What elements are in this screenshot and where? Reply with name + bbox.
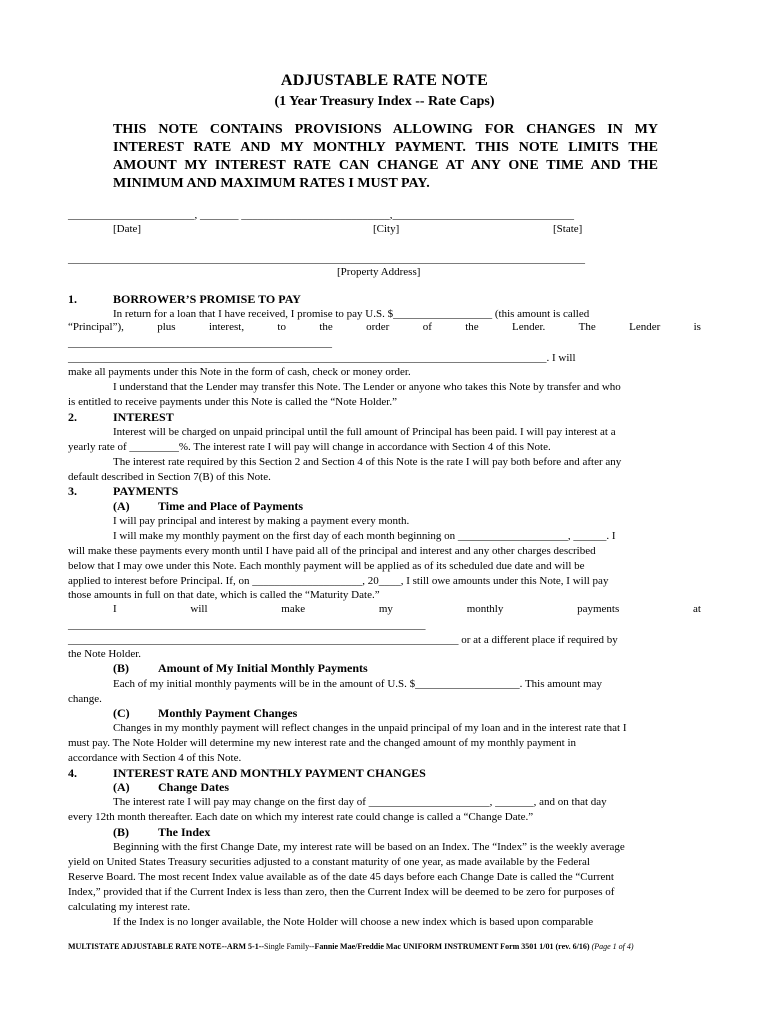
- section-3-text: the Note Holder.: [68, 648, 142, 660]
- word: of: [422, 321, 432, 333]
- word: make: [281, 603, 306, 615]
- notice-text: THIS NOTE CONTAINS PROVISIONS ALLOWING FOR CHANGES IN MY INTEREST RATE AND MY MONTHLY PAYMENT. THIS NOTE LIMITS THE AMOUNT MY INTEREST RATE CAN CHANGE AT ANY ONE TIME AND THE MINIMUM AND MAXIMUM RATES I MUST PAY.: [113, 122, 658, 191]
- property-address-label: [Property Address]: [337, 266, 421, 278]
- subsection-3a-label: (A): [113, 499, 130, 513]
- section-2-text: default described in Section 7(B) of this Note.: [68, 471, 271, 483]
- section-3-number: 3.: [68, 484, 77, 498]
- section-2-number: 2.: [68, 410, 77, 424]
- word: my: [378, 603, 393, 615]
- section-4b-text: calculating my interest rate.: [68, 901, 191, 913]
- section-3-text: below that I may owe under this Note. Each monthly payment will be applied as of its scheduled due date and will be: [68, 560, 585, 572]
- section-1-text: is entitled to receive payments under this Note is called the “Note Holder.”: [68, 396, 397, 408]
- subsection-4b-heading: The Index: [158, 825, 211, 839]
- subsection-3b-heading: Amount of My Initial Monthly Payments: [158, 661, 368, 675]
- word: Lender: [629, 321, 661, 333]
- footer-form-title: MULTISTATE ADJUSTABLE RATE NOTE--ARM 5-1--: [68, 942, 265, 951]
- payment-place-blank-2: _______________________________________________________________________ or at a different place if required by: [68, 634, 618, 646]
- subsection-4a-heading: Change Dates: [158, 780, 229, 794]
- subsection-3b-label: (B): [113, 661, 129, 675]
- section-2-text: Interest will be charged on unpaid principal until the full amount of Principal has been paid. I will pay interest at a: [113, 426, 616, 438]
- section-1-text: In return for a loan that I have received, I promise to pay U.S. $__________________ (this amount is called: [113, 308, 590, 320]
- subsection-4b-label: (B): [113, 825, 129, 839]
- word: to: [277, 321, 286, 333]
- footer-form-number: Fannie Mae/Freddie Mac UNIFORM INSTRUMENT Form 3501 1/01 (rev. 6/16): [314, 942, 592, 951]
- section-1-text: make all payments under this Note in the form of cash, check or money order.: [68, 366, 411, 378]
- section-4b-text: Reserve Board. The most recent Index value available as of the date 45 days before each Change Date is called the “Current: [68, 871, 614, 883]
- subsection-3a-heading: Time and Place of Payments: [158, 499, 304, 513]
- subsection-3c-heading: Monthly Payment Changes: [158, 706, 298, 720]
- date-label: [Date]: [113, 223, 142, 235]
- section-3-text: I will make my monthly payment on the first day of each month beginning on ____________________, ______. I: [113, 530, 616, 542]
- word: monthly: [466, 603, 504, 615]
- word: payments: [577, 603, 620, 615]
- section-1-text: I understand that the Lender may transfer this Note. The Lender or anyone who takes this Note by transfer and who: [113, 381, 621, 393]
- lender-blank-2: _______________________________________________________________________________________. I will: [68, 352, 576, 364]
- word: at: [693, 603, 701, 615]
- word: “Principal”),: [68, 321, 124, 333]
- section-3c-text: accordance with Section 4 of this Note.: [68, 752, 242, 764]
- document-subtitle: (1 Year Treasury Index -- Rate Caps): [274, 94, 495, 109]
- word: I: [113, 603, 117, 615]
- section-3c-text: must pay. The Note Holder will determine my new interest rate and the changed amount of my monthly payment in: [68, 737, 577, 749]
- section-4b-text: If the Index is no longer available, the Note Holder will choose a new index which is based upon comparable: [113, 916, 594, 928]
- section-2-text: yearly rate of _________%. The interest rate I will pay will change in accordance with Section 4 of this Note.: [68, 441, 551, 453]
- date-city-state-blank: _______________________, _______ ___________________________,_________________________________: [68, 209, 574, 221]
- word: The: [578, 321, 596, 333]
- page-footer: [68, 942, 634, 951]
- word: plus: [157, 321, 176, 333]
- subsection-4a-label: (A): [113, 780, 130, 794]
- document-title: ADJUSTABLE RATE NOTE: [280, 72, 489, 89]
- section-3-text: will make these payments every month until I have paid all of the principal and interest and any other charges described: [68, 545, 596, 557]
- footer-page-number: (Page 1 of 4): [591, 942, 634, 951]
- section-2-heading: INTEREST: [113, 410, 174, 424]
- section-2-text: The interest rate required by this Section 2 and Section 4 of this Note is the rate I will pay both before and after any: [113, 456, 622, 468]
- lender-blank-1: ________________________________________________: [68, 337, 332, 349]
- section-4a-text: The interest rate I will pay may change on the first day of ______________________, _______, and on that day: [113, 796, 607, 808]
- payment-place-blank-1: _________________________________________________________________: [68, 619, 426, 631]
- section-1-justified-line: [68, 321, 701, 333]
- section-3-heading: PAYMENTS: [113, 484, 179, 498]
- section-3-text: applied to interest before Principal. If, on ____________________, 20____, I still owe amounts under this Note, I will pay: [68, 575, 609, 587]
- state-label: [State]: [553, 223, 583, 235]
- section-4b-text: yield on United States Treasury securities adjusted to a constant maturity of one year, as made available by the Federal: [68, 856, 590, 868]
- section-3-justified-line: [113, 603, 701, 615]
- section-4-number: 4.: [68, 766, 77, 780]
- word: is: [693, 321, 701, 333]
- word: order: [366, 321, 390, 333]
- section-3-text: those amounts in full on that date, which is called the “Maturity Date.”: [68, 589, 380, 601]
- word: interest,: [208, 321, 245, 333]
- section-1-number: 1.: [68, 292, 77, 306]
- section-3-text: I will pay principal and interest by making a payment every month.: [113, 515, 410, 527]
- property-address-blank: ______________________________________________________________________________________________: [68, 253, 585, 265]
- word: will: [190, 603, 208, 615]
- section-4b-text: Index,” provided that if the Current Index is less than zero, then the Current Index will be deemed to be zero for purposes of: [68, 886, 615, 898]
- word: the: [319, 321, 333, 333]
- footer-family: Single Family--: [264, 942, 315, 951]
- section-4-heading: INTEREST RATE AND MONTHLY PAYMENT CHANGES: [113, 766, 426, 780]
- section-3b-text: Each of my initial monthly payments will be in the amount of U.S. $___________________. This amount may: [113, 678, 602, 690]
- section-3c-text: Changes in my monthly payment will reflect changes in the unpaid principal of my loan and in the interest rate that I: [113, 722, 627, 734]
- subsection-3c-label: (C): [113, 706, 130, 720]
- section-1-heading: BORROWER’S PROMISE TO PAY: [113, 292, 301, 306]
- section-3b-text: change.: [68, 693, 102, 705]
- city-label: [City]: [373, 223, 400, 235]
- section-4a-text: every 12th month thereafter. Each date on which my interest rate could change is called a “Change Date.”: [68, 811, 534, 823]
- word: Lender.: [512, 321, 546, 333]
- word: the: [465, 321, 479, 333]
- section-4b-text: Beginning with the first Change Date, my interest rate will be based on an Index. The “Index” is the weekly average: [113, 841, 625, 853]
